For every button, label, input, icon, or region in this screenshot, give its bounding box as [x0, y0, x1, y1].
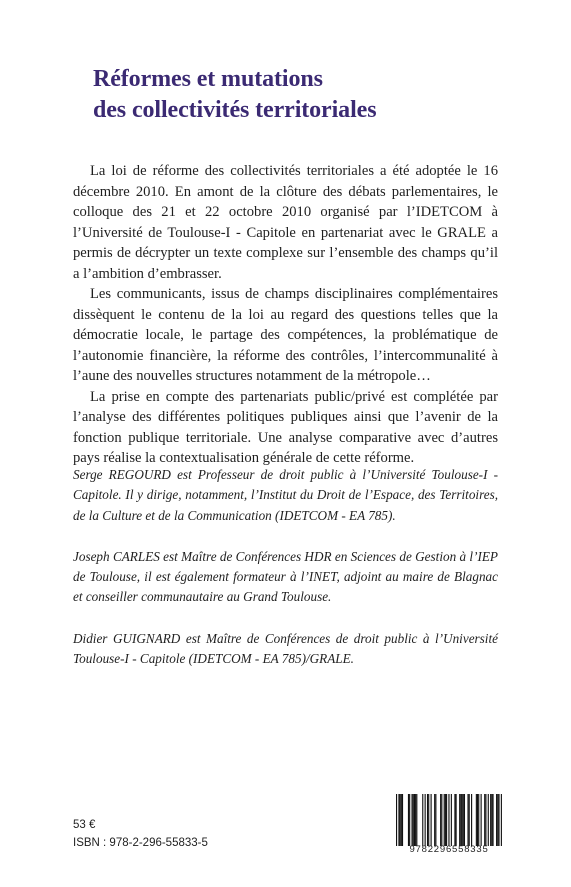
- book-summary: [73, 161, 498, 469]
- price-label: 53 €: [73, 819, 96, 831]
- summary-paragraph-2: Les communicants, issus de champs disciplinaires complémentaires dissèquent le contenu de la loi au regard des questions telles que la démocratie locale, le partage des compétences, la problématique de l’autonomie financière, la réforme des contrôles, l’intercommunalité à l’aune des nouvelles structures notamment de la métropole…: [73, 286, 498, 384]
- author-bio-regourd: Serge REGOURD est Professeur de droit public à l’Université Toulouse-I - Capitole. Il y dirige, notamment, l’Institut du Droit de l’Espace, des Territoires, de la Culture et de la Communication (IDETCOM - EA 785).: [73, 467, 498, 523]
- book-title-line-2: des collectivités territoriales: [93, 97, 377, 123]
- author-bios: [73, 465, 498, 690]
- author-bio-guignard: Didier GUIGNARD est Maître de Conférences de droit public à l’Université Toulouse-I - Capitole (IDETCOM - EA 785)/GRALE.: [73, 630, 498, 667]
- summary-paragraph-1: La loi de réforme des collectivités territoriales a été adoptée le 16 décembre 2010. En amont de la clôture des débats parlementaires, le colloque des 21 et 22 octobre 2010 organisé par l’IDETCOM à l’Université de Toulouse-I - Capitole en partenariat avec le GRALE a permis de décrypter un texte complexe sur l’ensemble des champs qu’il a l’ambition d’embrasser.: [73, 163, 498, 282]
- author-bio-carles: Joseph CARLES est Maître de Conférences HDR en Sciences de Gestion à l’IEP de Toulouse, il est également formateur à l’INET, adjoint au maire de Blagnac et conseiller communautaire au Grand Toulouse.: [73, 548, 498, 605]
- barcode-bars: [396, 794, 502, 846]
- barcode-digits: 9782296558335: [409, 844, 489, 855]
- isbn-label: ISBN : 978-2-296-55833-5: [73, 837, 208, 849]
- book-title: [93, 64, 513, 126]
- book-title-line-1: Réformes et mutations: [93, 66, 323, 92]
- isbn-barcode: [396, 794, 502, 856]
- summary-paragraph-3: La prise en compte des partenariats public/privé est complétée par l’analyse des différentes politiques publiques ainsi que l’avenir de la fonction publique territoriale. Une analyse comparative avec d’autres pays réalise la contextualisation générale de cette réforme.: [73, 388, 498, 466]
